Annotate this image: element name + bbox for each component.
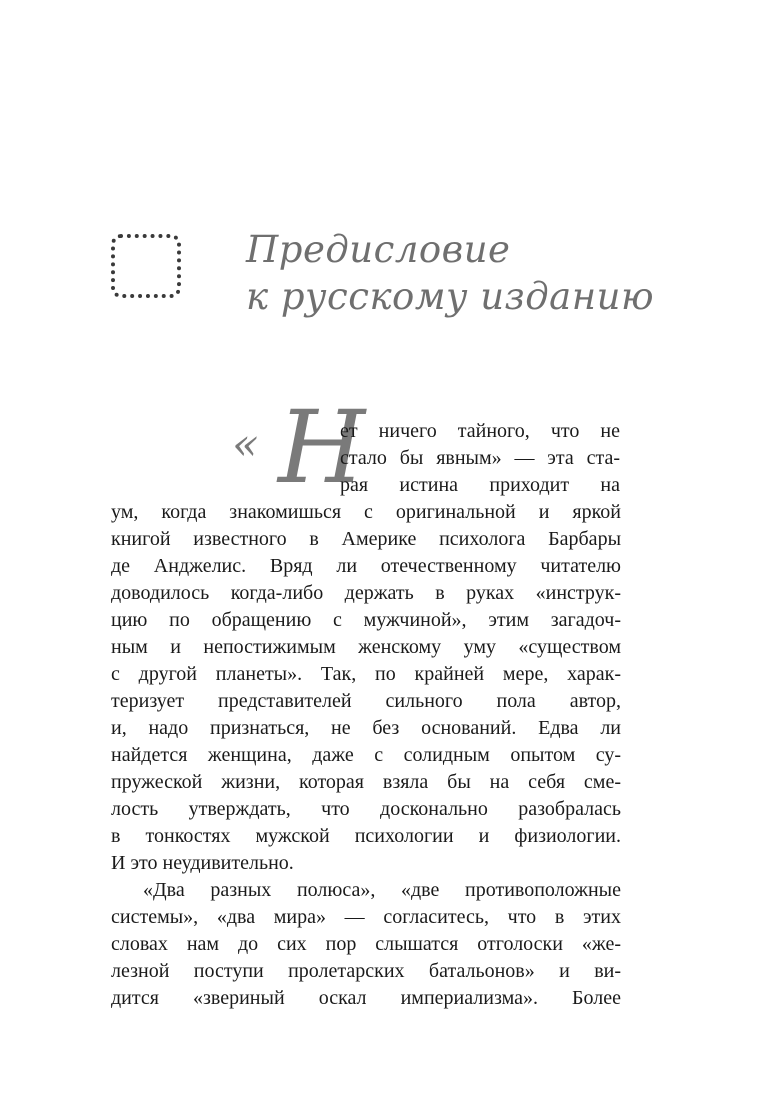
body-line: ум, когда знакомишься с оригинальной и яркой — [111, 501, 621, 523]
body-line: рая истина приходит на — [340, 474, 620, 496]
body-line: ет ничего тайного, что не — [340, 420, 620, 442]
body-line: и, надо признаться, не без оснований. Едва ли — [111, 717, 621, 739]
body-line: найдется женщина, даже с солидным опытом су- — [111, 744, 621, 766]
body-line: цию по обращению с мужчиной», этим загадоч- — [111, 609, 621, 631]
chapter-title-line-2: к русскому изданию — [246, 275, 655, 318]
body-line: И это неудивительно. — [111, 852, 294, 874]
body-line: ным и непостижимым женскому уму «существом — [111, 636, 621, 658]
body-line: с другой планеты». Так, по крайней мере, харак- — [111, 663, 621, 685]
body-line: лезной поступи пролетарских батальонов» и ви- — [111, 960, 621, 982]
body-line: доводилось когда-либо держать в руках «инструк- — [111, 582, 621, 604]
body-line: системы», «два мира» — согласитесь, что в этих — [111, 906, 621, 928]
body-line: пружеской жизни, которая взяла бы на себя сме- — [111, 771, 621, 793]
body-line: в тонкостях мужской психологии и физиологии. — [111, 825, 621, 847]
dropcap-letter: Н — [278, 389, 366, 506]
chapter-title — [246, 226, 654, 320]
decorative-frame-ornament — [111, 234, 181, 298]
body-line: словах нам до сих пор слышатся отголоски «же- — [111, 933, 621, 955]
body-line: книгой известного в Америке психолога Барбары — [111, 528, 621, 550]
body-line: де Анджелис. Вряд ли отечественному читателю — [111, 555, 621, 577]
dropcap-quote-mark: « — [232, 419, 259, 470]
body-line: теризует представителей сильного пола автор, — [111, 690, 621, 712]
body-line: стало бы явным» — эта ста- — [340, 447, 620, 469]
body-line: дится «звериный оскал империализма». Более — [111, 987, 621, 1009]
body-line: «Два разных полюса», «две противоположные — [143, 879, 621, 901]
body-line: лость утверждать, что досконально разобралась — [111, 798, 621, 820]
chapter-title-line-1: Предисловие — [246, 228, 511, 271]
